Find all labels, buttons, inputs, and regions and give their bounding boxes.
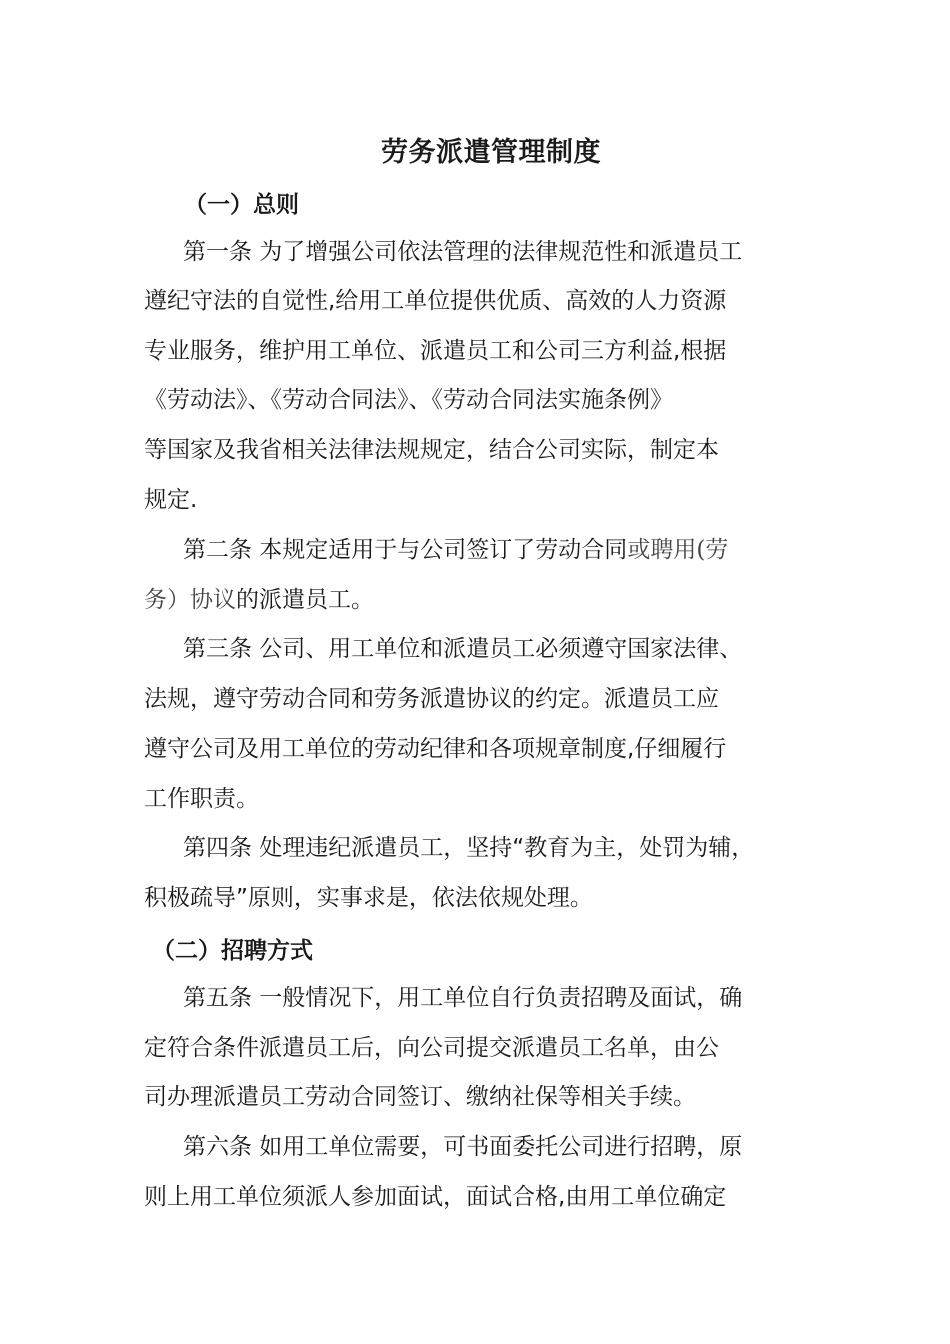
paragraph-line: 则上用工单位须派人参加面试，面试合格,由用工单位确定 xyxy=(144,1184,727,1210)
paragraph-text: 第二条 本规定适用于与公司签订了劳动合同 xyxy=(183,537,628,563)
paragraph-line: 《劳动法》、《劳动合同法》、《劳动合同法实施条例》 xyxy=(144,387,673,413)
section-heading-recruitment: （二）招聘方式 xyxy=(152,938,313,964)
paragraph-line: 第三条 公司、用工单位和派遣员工必须遵守国家法律、 xyxy=(183,636,743,662)
paragraph-line: 等国家及我省相关法律法规规定，结合公司实际，制定本 xyxy=(144,437,719,463)
paragraph-line: 法规，遵守劳动合同和劳务派遣协议的约定。派遣员工应 xyxy=(144,686,719,712)
paragraph-line: 专业服务，维护用工单位、派遣员工和公司三方利益,根据 xyxy=(144,338,727,364)
paragraph-line: 第四条 处理违纪派遣员工，坚持“教育为主，处罚为辅， xyxy=(183,835,755,861)
paragraph-text: 的派遣员工。 xyxy=(236,587,374,613)
paragraph-line: 第一条 为了增强公司依法管理的法律规范性和派遣员工 xyxy=(183,239,743,265)
paragraph-line xyxy=(144,584,374,616)
paragraph-line: 遵纪守法的自觉性,给用工单位提供优质、高效的人力资源 xyxy=(144,288,727,314)
paragraph-line: 第六条 如用工单位需要，可书面委托公司进行招聘，原 xyxy=(183,1134,743,1160)
paragraph-line: 遵守公司及用工单位的劳动纪律和各项规章制度,仔细履行 xyxy=(144,736,727,762)
paragraph-line: 积极疏导”原则，实事求是，依法依规处理。 xyxy=(144,885,593,911)
document-title: 劳务派遣管理制度 xyxy=(381,137,601,168)
paragraph-line: 规定. xyxy=(144,487,198,513)
paragraph-text-serif: 或聘用(劳 xyxy=(627,537,729,563)
paragraph-line: 定符合条件派遣员工后，向公司提交派遣员工名单，由公 xyxy=(144,1035,719,1061)
paragraph-text-serif: 务）协议 xyxy=(144,587,236,613)
section-heading-general: （一）总则 xyxy=(184,192,299,218)
paragraph-line xyxy=(183,534,728,566)
paragraph-line: 第五条 一般情况下，用工单位自行负责招聘及面试，确 xyxy=(183,985,743,1011)
paragraph-line: 司办理派遣员工劳动合同签订、缴纳社保等相关手续。 xyxy=(144,1084,696,1110)
paragraph-line: 工作职责。 xyxy=(144,786,259,812)
